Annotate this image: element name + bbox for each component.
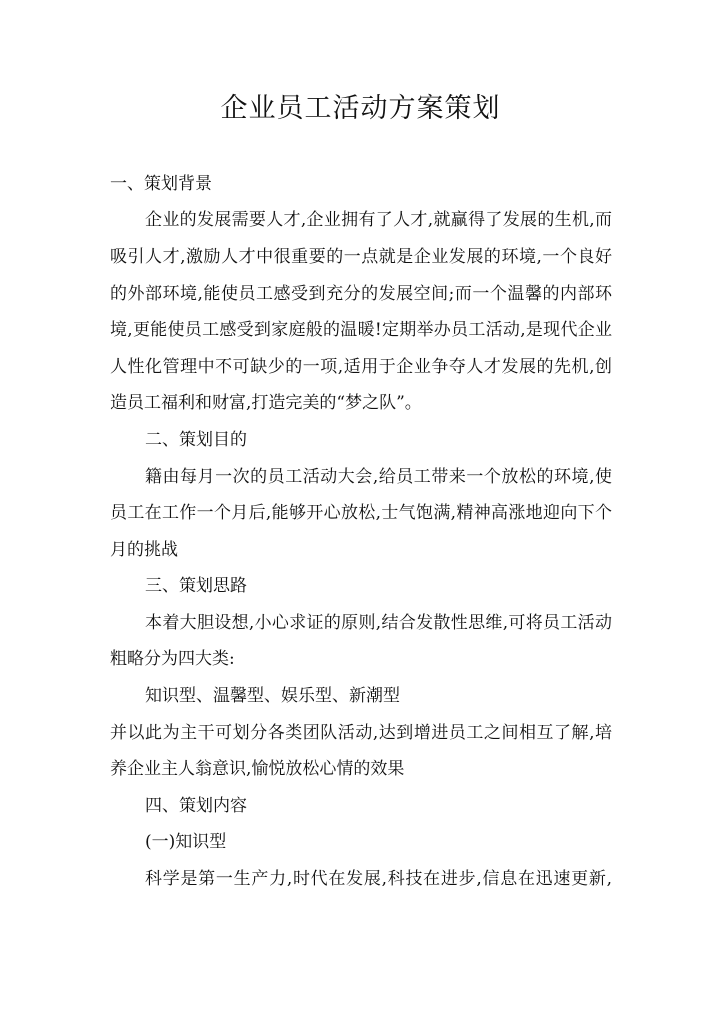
text-line: (一)知识型 [145, 832, 227, 852]
text-line: 三、策划思路 [145, 576, 247, 596]
text-line: 人性化管理中不可缺少的一项,适用于企业争夺人才发展的先机,创 [110, 357, 612, 377]
text-line: 粗略分为四大类: [110, 649, 235, 669]
text-line: 四、策划内容 [145, 796, 247, 816]
document-title: 企业员工活动方案策划 [220, 93, 501, 124]
text-line: 并以此为主干可划分各类团队活动,达到增进员工之间相互了解,培 [110, 723, 612, 743]
text-line: 二、策划目的 [145, 430, 247, 450]
text-line: 造员工福利和财富,打造完美的“梦之队”。 [110, 393, 422, 413]
text-line: 员工在工作一个月后,能够开心放松,士气饱满,精神高涨地迎向下个 [110, 503, 612, 523]
text-line: 的外部环境,能使员工感受到充分的发展空间;而一个温馨的内部环 [110, 284, 612, 304]
text-line: 知识型、温馨型、娱乐型、新潮型 [145, 686, 400, 706]
text-line: 月的挑战 [110, 540, 178, 560]
text-line: 本着大胆设想,小心求证的原则,结合发散性思维,可将员工活动 [145, 613, 612, 633]
text-line: 养企业主人翁意识,愉悦放松心情的效果 [110, 759, 405, 779]
text-line: 企业的发展需要人才,企业拥有了人才,就赢得了发展的生机,而 [145, 210, 612, 230]
text-line: 籍由每月一次的员工活动大会,给员工带来一个放松的环境,使 [145, 467, 612, 487]
text-line: 境,更能使员工感受到家庭般的温暖!定期举办员工活动,是现代企业 [110, 320, 612, 340]
text-line: 科学是第一生产力,时代在发展,科技在进步,信息在迅速更新, [145, 869, 612, 889]
text-line: 一、策划背景 [110, 174, 212, 194]
text-line: 吸引人才,激励人才中很重要的一点就是企业发展的环境,一个良好 [110, 247, 612, 267]
